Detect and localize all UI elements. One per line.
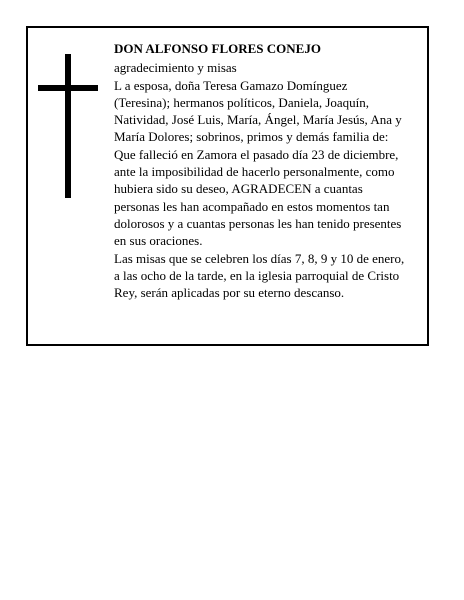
body-line: María Dolores; sobrinos, primos y demás familia de:: [114, 129, 389, 145]
cross-horizontal-bar: [38, 85, 98, 91]
body-line: Que falleció en Zamora el pasado día 23 de diciembre,: [114, 146, 399, 162]
deceased-name: DON ALFONSO FLORES CONEJO: [114, 41, 321, 56]
body-line: ante la imposibilidad de hacerlo personalmente, como: [114, 164, 395, 180]
obituary-notice: [26, 26, 429, 346]
body-line: Natividad, José Luis, María, Ángel, María Jesús, Ana y: [114, 112, 402, 128]
body-line: L a esposa, doña Teresa Gamazo Domínguez: [114, 77, 348, 93]
notice-subtitle: agradecimiento y misas: [114, 60, 237, 76]
body-line: personas les han acompañado en estos momentos tan: [114, 198, 390, 214]
notice-text: [114, 40, 424, 301]
body-line: Las misas que se celebren los días 7, 8, 9 y 10 de enero,: [114, 250, 405, 266]
cross-icon: [38, 54, 98, 198]
body-line: hubiera sido su deseo, AGRADECEN a cuantas: [114, 181, 363, 197]
body-line: Rey, serán aplicadas por su eterno descanso.: [114, 285, 345, 301]
cross-vertical-bar: [65, 54, 71, 198]
body-line: dolorosos y a cuantas personas les han tenido presentes: [114, 215, 402, 231]
body-line: en sus oraciones.: [114, 233, 203, 249]
body-line: (Teresina); hermanos políticos, Daniela, Joaquín,: [114, 94, 370, 110]
body-line: a las ocho de la tarde, en la iglesia parroquial de Cristo: [114, 267, 400, 283]
